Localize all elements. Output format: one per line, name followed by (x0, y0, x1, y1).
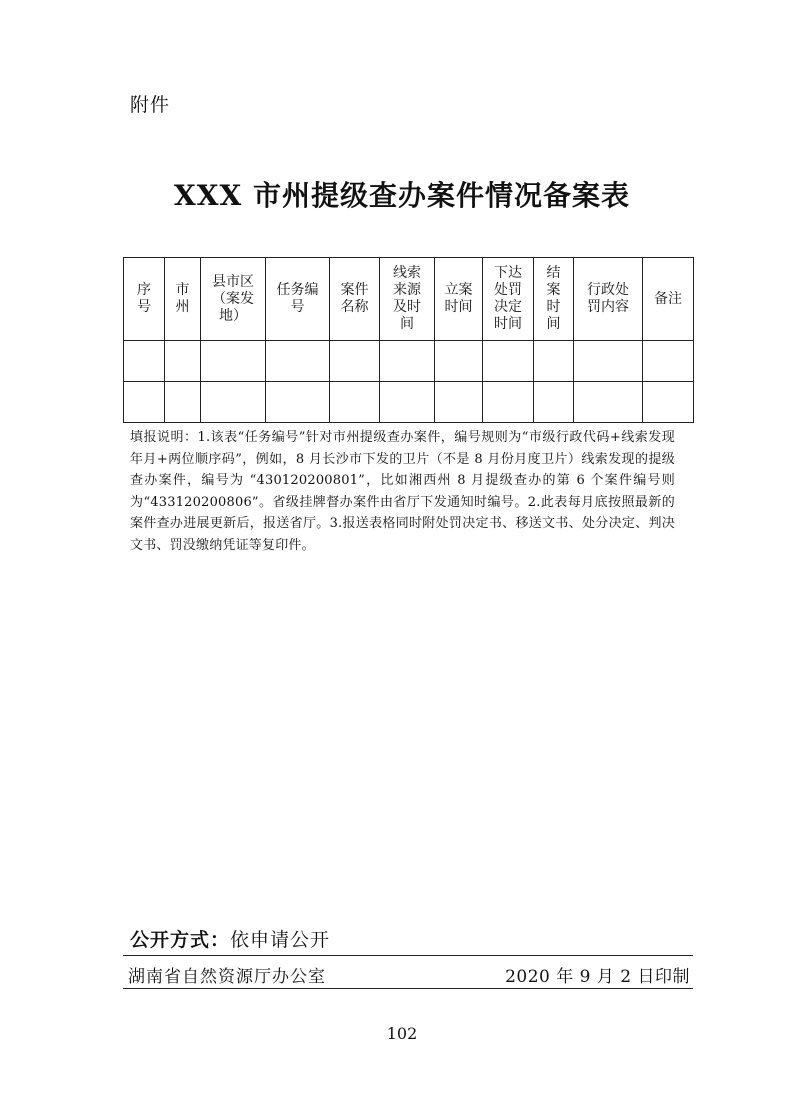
table-cell (534, 382, 574, 423)
column-header-label: 案件 名称 (340, 282, 369, 315)
column-header-label: 任务编 号 (276, 282, 319, 315)
print-date: 2020 年 9 月 2 日印制 (505, 967, 690, 987)
table-cell (201, 341, 266, 382)
table-cell (330, 382, 380, 423)
column-header-county (201, 258, 266, 341)
issuing-office: 湖南省自然资源厅办公室 (128, 967, 326, 987)
table-cell (483, 341, 534, 382)
table-cell (266, 341, 330, 382)
column-header-label: 行政处 罚内容 (587, 282, 629, 315)
table-cell (380, 341, 435, 382)
table-cell (165, 382, 201, 423)
column-header-clue-source (380, 258, 435, 341)
column-header-label: 下达 处罚 决定 时间 (494, 265, 522, 332)
annex-label: 附件 (130, 94, 171, 116)
table-cell (574, 341, 643, 382)
column-header-label: 结 案 时 间 (546, 265, 561, 332)
table-cell (201, 382, 266, 423)
column-header-serial (124, 258, 165, 341)
record-table (123, 257, 694, 423)
column-header-city (165, 258, 201, 341)
column-header-label: 立案 时间 (444, 282, 473, 315)
table-cell (380, 382, 435, 423)
document-title: XXX 市州提级查办案件情况备案表 (174, 179, 630, 212)
table-cell (643, 341, 694, 382)
table-row (124, 382, 694, 423)
disclosure-method (130, 925, 330, 952)
column-header-label: 县市区 （案发 地） (212, 273, 254, 324)
table-row (124, 341, 694, 382)
disclosure-label: 公开方式： (130, 929, 231, 951)
table-cell (165, 341, 201, 382)
table-cell (534, 341, 574, 382)
column-header-label: 备注 (654, 290, 682, 307)
filling-instructions: 填报说明：1.该表“任务编号”针对市州提级查办案件，编号规则为“市级行政代码+线索发现年月+两位顺序码”，例如，8 月长沙市下发的卫片（不是 8 月份月度卫片）线索发现的提级查办案件，编号为 “430120200801”，比如湘西州 8 月提级查办的第 6 个案件编号则为“433120200806”。省级挂牌督办案件由省厅下发通知时编号。2.此表每月底按照最新的案件查办进展更新后，报送省厅。3.报送表格同时附处罚决定书、移送文书、处分决定、判决文书、罚没缴纳凭证等复印件。 (130, 430, 675, 553)
table-cell (643, 382, 694, 423)
footer-divider-top (123, 955, 693, 956)
table-header-row (124, 258, 694, 341)
column-header-closing-time (534, 258, 574, 341)
column-header-penalty-content (574, 258, 643, 341)
table-cell (266, 382, 330, 423)
column-header-label: 线索 来源 及时 间 (393, 265, 421, 332)
column-header-label: 序 号 (137, 282, 151, 315)
table-cell (483, 382, 534, 423)
column-header-case-name (330, 258, 380, 341)
column-header-remarks (643, 258, 694, 341)
page-number: 102 (386, 1024, 418, 1043)
table-cell (124, 382, 165, 423)
table-cell (330, 341, 380, 382)
column-header-task-number (266, 258, 330, 341)
column-header-penalty-time (483, 258, 534, 341)
column-header-label: 市 州 (175, 282, 190, 315)
table-cell (435, 382, 483, 423)
table-cell (574, 382, 643, 423)
table-cell (435, 341, 483, 382)
column-header-filing-time (435, 258, 483, 341)
table-cell (124, 341, 165, 382)
footer-divider-bottom (123, 988, 693, 989)
disclosure-value: 依申请公开 (230, 929, 331, 951)
